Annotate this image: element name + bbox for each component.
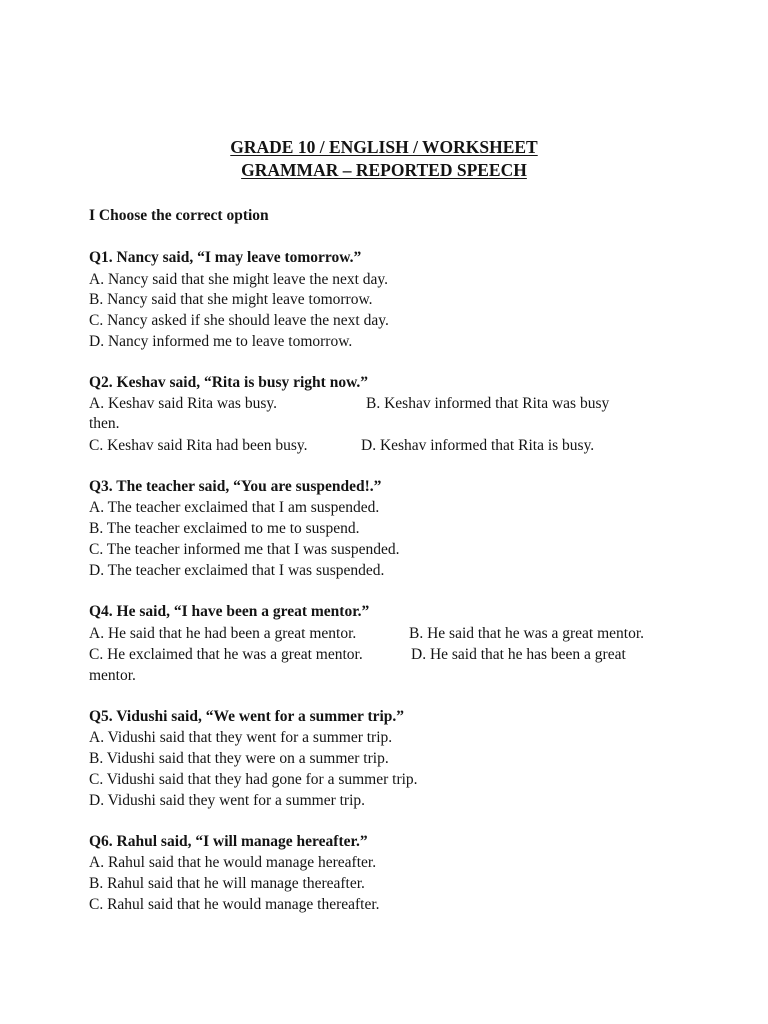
q1-option-b: B. Nancy said that she might leave tomorrow. xyxy=(89,291,373,308)
worksheet-title: GRADE 10 / ENGLISH / WORKSHEET xyxy=(230,137,538,157)
q4-option-d: D. He said that he has been a great xyxy=(411,646,626,663)
q2-option-c: C. Keshav said Rita had been busy. xyxy=(89,437,308,454)
q4-option-a: A. He said that he had been a great mentor. xyxy=(89,625,357,642)
question-6: Q6. Rahul said, “I will manage hereafter.” xyxy=(89,833,368,850)
worksheet-subtitle: GRAMMAR – REPORTED SPEECH xyxy=(241,160,527,180)
question-5: Q5. Vidushi said, “We went for a summer trip.” xyxy=(89,708,405,725)
q6-option-c: C. Rahul said that he would manage thereafter. xyxy=(89,896,380,913)
q2-option-b-continued: then. xyxy=(89,415,120,432)
q2-option-b: B. Keshav informed that Rita was busy xyxy=(366,395,610,412)
q3-option-c: C. The teacher informed me that I was suspended. xyxy=(89,541,400,558)
q6-option-b: B. Rahul said that he will manage thereafter. xyxy=(89,875,365,892)
question-3: Q3. The teacher said, “You are suspended!.” xyxy=(89,478,382,495)
q1-option-a: A. Nancy said that she might leave the next day. xyxy=(89,271,389,288)
section-instruction: I Choose the correct option xyxy=(89,207,269,224)
q2-option-a: A. Keshav said Rita was busy. xyxy=(89,395,277,412)
q1-option-d: D. Nancy informed me to leave tomorrow. xyxy=(89,333,353,350)
q1-option-c: C. Nancy asked if she should leave the next day. xyxy=(89,312,389,329)
q2-option-d: D. Keshav informed that Rita is busy. xyxy=(361,437,595,454)
q5-option-b: B. Vidushi said that they were on a summer trip. xyxy=(89,750,389,767)
q5-option-d: D. Vidushi said they went for a summer trip. xyxy=(89,792,366,809)
q6-option-a: A. Rahul said that he would manage hereafter. xyxy=(89,854,377,871)
question-1: Q1. Nancy said, “I may leave tomorrow.” xyxy=(89,249,362,266)
q3-option-b: B. The teacher exclaimed to me to suspend. xyxy=(89,520,360,537)
q5-option-c: C. Vidushi said that they had gone for a summer trip. xyxy=(89,771,418,788)
question-2: Q2. Keshav said, “Rita is busy right now.” xyxy=(89,374,369,391)
q4-option-d-continued: mentor. xyxy=(89,667,136,684)
q4-option-c: C. He exclaimed that he was a great mentor. xyxy=(89,646,363,663)
q3-option-a: A. The teacher exclaimed that I am suspended. xyxy=(89,499,380,516)
q3-option-d: D. The teacher exclaimed that I was suspended. xyxy=(89,562,385,579)
q5-option-a: A. Vidushi said that they went for a summer trip. xyxy=(89,729,393,746)
question-4: Q4. He said, “I have been a great mentor.” xyxy=(89,603,370,620)
q4-option-b: B. He said that he was a great mentor. xyxy=(409,625,645,642)
